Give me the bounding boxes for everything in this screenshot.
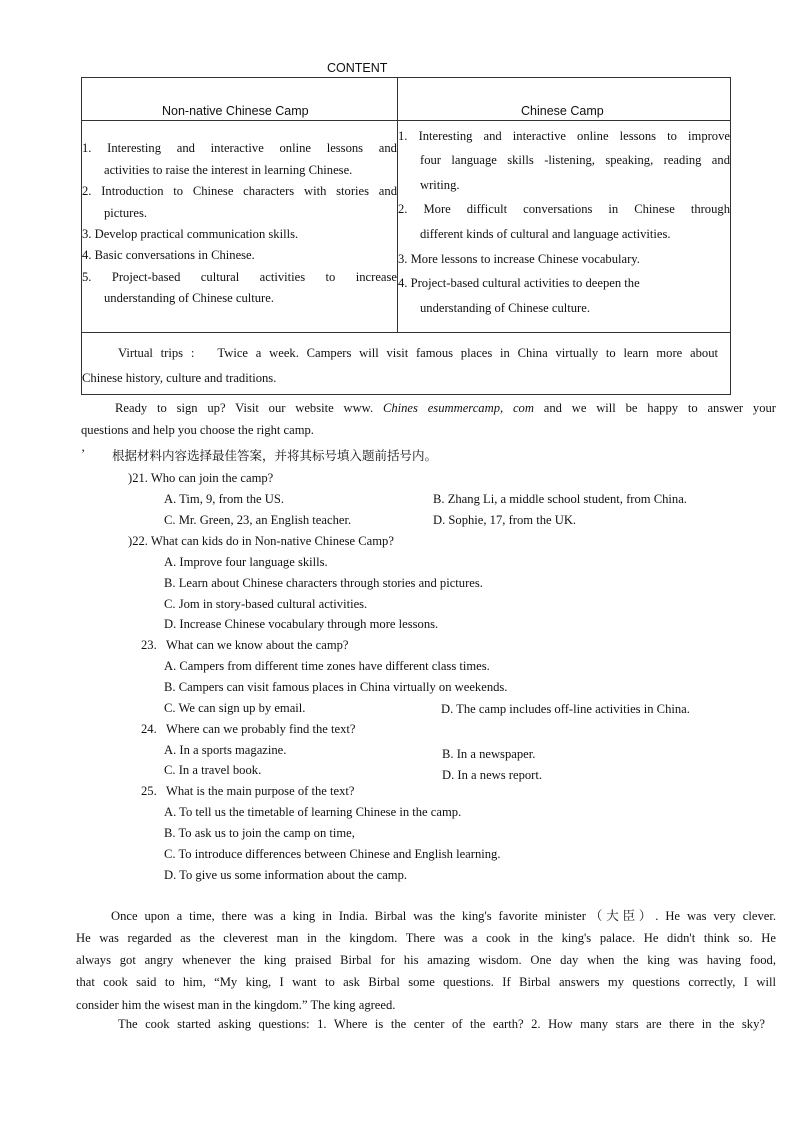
instruction-mark: ’ bbox=[81, 447, 86, 461]
option-c[interactable]: C. In a travel book. bbox=[164, 763, 262, 777]
question-text: Who can join the camp? bbox=[150, 471, 274, 485]
camp-content-table bbox=[81, 77, 731, 395]
question-number: )21. bbox=[128, 471, 148, 485]
instruction-text: 根据材料内容选择最佳答案，并将其标号填入题前括号内。 bbox=[112, 448, 438, 463]
signup-text: and we will be happy to answer your bbox=[543, 401, 777, 415]
list-item bbox=[82, 270, 397, 286]
item-text: More difficult conversations in Chinese through bbox=[423, 202, 730, 216]
item-text-continued: understanding of Chinese culture. bbox=[104, 291, 274, 305]
table-divider bbox=[82, 120, 730, 121]
option-c[interactable]: C. To introduce differences between Chinese and English learning. bbox=[164, 847, 501, 861]
item-text: Interesting and interactive online lessons to improve bbox=[418, 129, 730, 143]
option-b[interactable]: B. In a newspaper. bbox=[442, 747, 536, 761]
item-number: 2. bbox=[398, 202, 408, 216]
item-number: 5. bbox=[82, 270, 92, 284]
list-item bbox=[398, 252, 640, 268]
virtual-trips-text: Twice a week. Campers will visit famous places in China virtually to learn more about bbox=[217, 346, 719, 360]
question-24 bbox=[141, 722, 356, 738]
question-number: )22. bbox=[128, 534, 148, 548]
list-item bbox=[398, 276, 640, 292]
list-item bbox=[82, 141, 397, 157]
option-c[interactable]: C. Mr. Green, 23, an English teacher. bbox=[164, 513, 352, 527]
item-text: Basic conversations in Chinese. bbox=[94, 248, 255, 262]
virtual-trips-label: Virtual trips : bbox=[118, 346, 195, 360]
item-text: Project-based cultural activities to increase bbox=[111, 270, 397, 284]
col1-header: Non-native Chinese Camp bbox=[162, 104, 309, 118]
option-a[interactable]: A. In a sports magazine. bbox=[164, 743, 287, 757]
item-text-continued: activities to raise the interest in learning Chinese. bbox=[104, 163, 353, 177]
item-text: More lessons to increase Chinese vocabulary. bbox=[410, 252, 640, 266]
list-item bbox=[82, 248, 255, 264]
option-d[interactable]: D. Sophie, 17, from the UK. bbox=[433, 513, 577, 527]
website-link[interactable]: Chines esummercamp, com bbox=[382, 401, 534, 415]
option-a[interactable]: A. Improve four language skills. bbox=[164, 555, 328, 569]
option-a[interactable]: A. To tell us the timetable of learning Chinese in the camp. bbox=[164, 805, 462, 819]
item-text: Interesting and interactive online lessons and bbox=[107, 141, 397, 155]
col2-header: Chinese Camp bbox=[521, 104, 604, 118]
question-25 bbox=[141, 784, 354, 800]
option-b[interactable]: B. To ask us to join the camp on time, bbox=[164, 826, 355, 840]
list-item bbox=[82, 227, 298, 243]
list-item bbox=[82, 184, 397, 200]
table-title: CONTENT bbox=[327, 61, 388, 75]
item-number: 1. bbox=[398, 129, 408, 143]
question-text: Where can we probably find the text? bbox=[165, 722, 356, 736]
item-text-continued: pictures. bbox=[104, 206, 148, 220]
option-d[interactable]: D. The camp includes off-line activities in China. bbox=[441, 702, 690, 716]
option-a[interactable]: A. Campers from different time zones have different class times. bbox=[164, 659, 490, 673]
question-number: 24. bbox=[141, 722, 157, 736]
item-number: 4. bbox=[82, 248, 92, 262]
story-line: that cook said to him, “My king, I want to ask Birbal some questions. If Birbal answers my questions correctly, I will bbox=[76, 975, 776, 989]
item-text: Introduction to Chinese characters with stories and bbox=[101, 184, 397, 198]
list-item bbox=[398, 129, 730, 145]
item-text: Project-based cultural activities to deepen the bbox=[410, 276, 640, 290]
question-21 bbox=[128, 471, 273, 487]
item-number: 3. bbox=[82, 227, 92, 241]
question-text: What can kids do in Non-native Chinese Camp? bbox=[150, 534, 394, 548]
question-number: 23. bbox=[141, 638, 157, 652]
option-d[interactable]: D. To give us some information about the camp. bbox=[164, 868, 408, 882]
option-c[interactable]: C. We can sign up by email. bbox=[164, 701, 306, 715]
item-text-continued: different kinds of cultural and language activities. bbox=[420, 227, 671, 241]
story-line: always got angry whenever the king praised Birbal for his amazing wisdom. One day when the king was having food, bbox=[76, 953, 776, 967]
option-d[interactable]: D. Increase Chinese vocabulary through more lessons. bbox=[164, 617, 439, 631]
item-text-continued: understanding of Chinese culture. bbox=[420, 301, 590, 315]
question-text: What can we know about the camp? bbox=[165, 638, 349, 652]
option-b[interactable]: B. Campers can visit famous places in China virtually on weekends. bbox=[164, 680, 508, 694]
question-22 bbox=[128, 534, 394, 550]
list-item bbox=[398, 202, 730, 218]
option-a[interactable]: A. Tim, 9, from the US. bbox=[164, 492, 285, 506]
table-divider bbox=[82, 332, 730, 333]
item-text: Develop practical communication skills. bbox=[94, 227, 299, 241]
item-text-continued: writing. bbox=[420, 178, 460, 192]
option-b[interactable]: B. Learn about Chinese characters through stories and pictures. bbox=[164, 576, 483, 590]
question-number: 25. bbox=[141, 784, 157, 798]
question-text: What is the main purpose of the text? bbox=[165, 784, 355, 798]
option-c[interactable]: C. Jom in story-based cultural activities. bbox=[164, 597, 368, 611]
item-text-continued: four language skills -listening, speaking, reading and bbox=[420, 153, 730, 167]
signup-text: Ready to sign up? Visit our website www. bbox=[115, 401, 374, 415]
item-number: 2. bbox=[82, 184, 92, 198]
story-line: consider him the wisest man in the kingdom.” The king agreed. bbox=[76, 998, 396, 1012]
story-line: The cook started asking questions: 1. Where is the center of the earth? 2. How many stars are there in the sky? bbox=[118, 1017, 765, 1031]
signup-paragraph bbox=[115, 401, 776, 417]
story-line: Once upon a time, there was a king in India. Birbal was the king's favorite minister（大臣）. He was very clever. bbox=[111, 909, 776, 923]
virtual-trips-text-continued: Chinese history, culture and traditions. bbox=[82, 371, 277, 385]
item-number: 3. bbox=[398, 252, 408, 266]
story-line: He was regarded as the cleverest man in the kingdom. There was a cook in the king's palace. He didn't think so. He bbox=[76, 931, 776, 945]
item-number: 4. bbox=[398, 276, 408, 290]
signup-text-continued: questions and help you choose the right camp. bbox=[81, 423, 314, 437]
item-number: 1. bbox=[82, 141, 92, 155]
option-d[interactable]: D. In a news report. bbox=[442, 768, 543, 782]
virtual-trips-line bbox=[118, 346, 718, 362]
question-23 bbox=[141, 638, 349, 654]
option-b[interactable]: B. Zhang Li, a middle school student, from China. bbox=[433, 492, 687, 506]
